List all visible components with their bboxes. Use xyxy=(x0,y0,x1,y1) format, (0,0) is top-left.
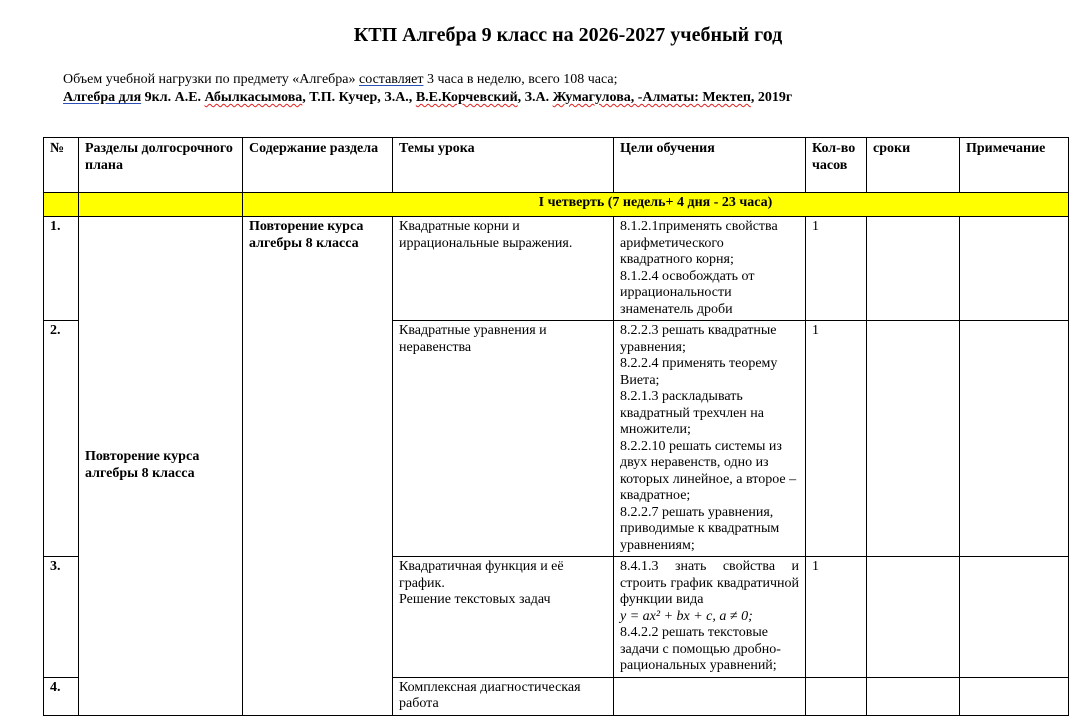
goal-item: 8.2.2.3 решать квадратные уравнения; xyxy=(620,323,777,355)
dates-cell xyxy=(867,321,960,557)
goal-formula: y = ax² + bx + c, a ≠ 0; xyxy=(620,608,753,624)
plan-table xyxy=(43,137,1069,716)
textbook-author-2: В.Е.Корчевский xyxy=(415,90,518,105)
hours-cell: 1 xyxy=(806,217,867,321)
goal-item: 8.4.1.3 знать свойства и строить график квадратичной функции вида xyxy=(620,559,799,607)
col-header-hours: Кол-во часов xyxy=(806,138,867,193)
quarter-row xyxy=(44,193,1069,217)
row-number: 2. xyxy=(44,321,79,557)
topic-line: Решение текстовых задач xyxy=(399,592,551,607)
goal-item: 8.2.1.3 раскладывать квадратный трехчлен на множители; xyxy=(620,389,764,437)
textbook-part-a: Алгебра для xyxy=(63,90,142,105)
col-header-content: Содержание раздела xyxy=(243,138,393,193)
textbook-part-e: , 2019г xyxy=(750,90,793,105)
topic-cell: Комплексная диагностическая работа xyxy=(393,677,614,715)
row-number: 1. xyxy=(44,217,79,321)
topic-cell: Квадратные корни и иррациональные выражения. xyxy=(393,217,614,321)
workload-text-after: 3 часа в неделю, всего 108 часа; xyxy=(423,72,618,87)
quarter-label: I четверть (7 недель+ 4 дня - 23 часа) xyxy=(243,193,1069,217)
goal-item: 8.2.2.10 решать системы из двух неравенств, одно из которых линейное, а второе – квадратное; xyxy=(620,438,797,503)
textbook-line xyxy=(63,90,792,106)
notes-cell xyxy=(960,557,1069,678)
workload-word: составляет xyxy=(359,72,424,87)
col-header-notes: Примечание xyxy=(960,138,1069,193)
topic-cell: Квадратные уравнения и неравенства xyxy=(393,321,614,557)
goal-item: 8.2.2.4 применять теорему Виета; xyxy=(620,356,778,388)
goals-cell xyxy=(614,557,806,678)
col-header-dates: сроки xyxy=(867,138,960,193)
textbook-author-1: Абылкасымова xyxy=(204,90,303,105)
goal-item: 8.1.2.1применять свойства арифметического квадратного корня; xyxy=(620,219,778,267)
col-header-number: № xyxy=(44,138,79,193)
topic-line: Квадратичная функция и её график. xyxy=(399,559,564,591)
workload-line xyxy=(63,72,618,88)
workload-text-before: Объем учебной нагрузки по предмету «Алгебра» xyxy=(63,72,359,87)
row-number: 3. xyxy=(44,557,79,678)
textbook-author-3: Жумагулова, -Алматы: Мектеп xyxy=(552,90,751,105)
col-header-sections: Разделы долгосрочного плана xyxy=(79,138,243,193)
textbook-part-c: , Т.П. Кучер, З.А., xyxy=(302,90,416,105)
notes-cell xyxy=(960,321,1069,557)
textbook-part-b: 9кл. А.Е. xyxy=(141,90,205,105)
hours-cell: 1 xyxy=(806,321,867,557)
goal-item: 8.2.2.7 решать уравнения, приводимые к квадратным уравнениям; xyxy=(620,504,780,553)
dates-cell xyxy=(867,217,960,321)
hours-cell: 1 xyxy=(806,557,867,678)
notes-cell xyxy=(960,217,1069,321)
table-header-row xyxy=(44,138,1069,193)
col-header-topics: Темы урока xyxy=(393,138,614,193)
quarter-cell-blank xyxy=(79,193,243,217)
dates-cell xyxy=(867,557,960,678)
goals-cell xyxy=(614,217,806,321)
quarter-cell-blank xyxy=(44,193,79,217)
goals-cell xyxy=(614,321,806,557)
goals-cell xyxy=(614,677,806,715)
document-title: КТП Алгебра 9 класс на 2026-2027 учебный год xyxy=(353,24,783,46)
row-number: 4. xyxy=(44,677,79,715)
hours-cell xyxy=(806,677,867,715)
notes-cell xyxy=(960,677,1069,715)
dates-cell xyxy=(867,677,960,715)
col-header-goals: Цели обучения xyxy=(614,138,806,193)
topic-cell xyxy=(393,557,614,678)
textbook-part-d: , З.А. xyxy=(517,90,553,105)
section-cell: Повторение курса алгебры 8 класса xyxy=(79,217,243,716)
content-cell: Повторение курса алгебры 8 класса xyxy=(243,217,393,716)
table-row xyxy=(44,217,1069,321)
goal-item: 8.4.2.2 решать текстовые задачи с помощью дробно-рациональных уравнений; xyxy=(620,625,781,673)
goal-item: 8.1.2.4 освобождать от иррациональности знаменатель дроби xyxy=(620,268,755,317)
